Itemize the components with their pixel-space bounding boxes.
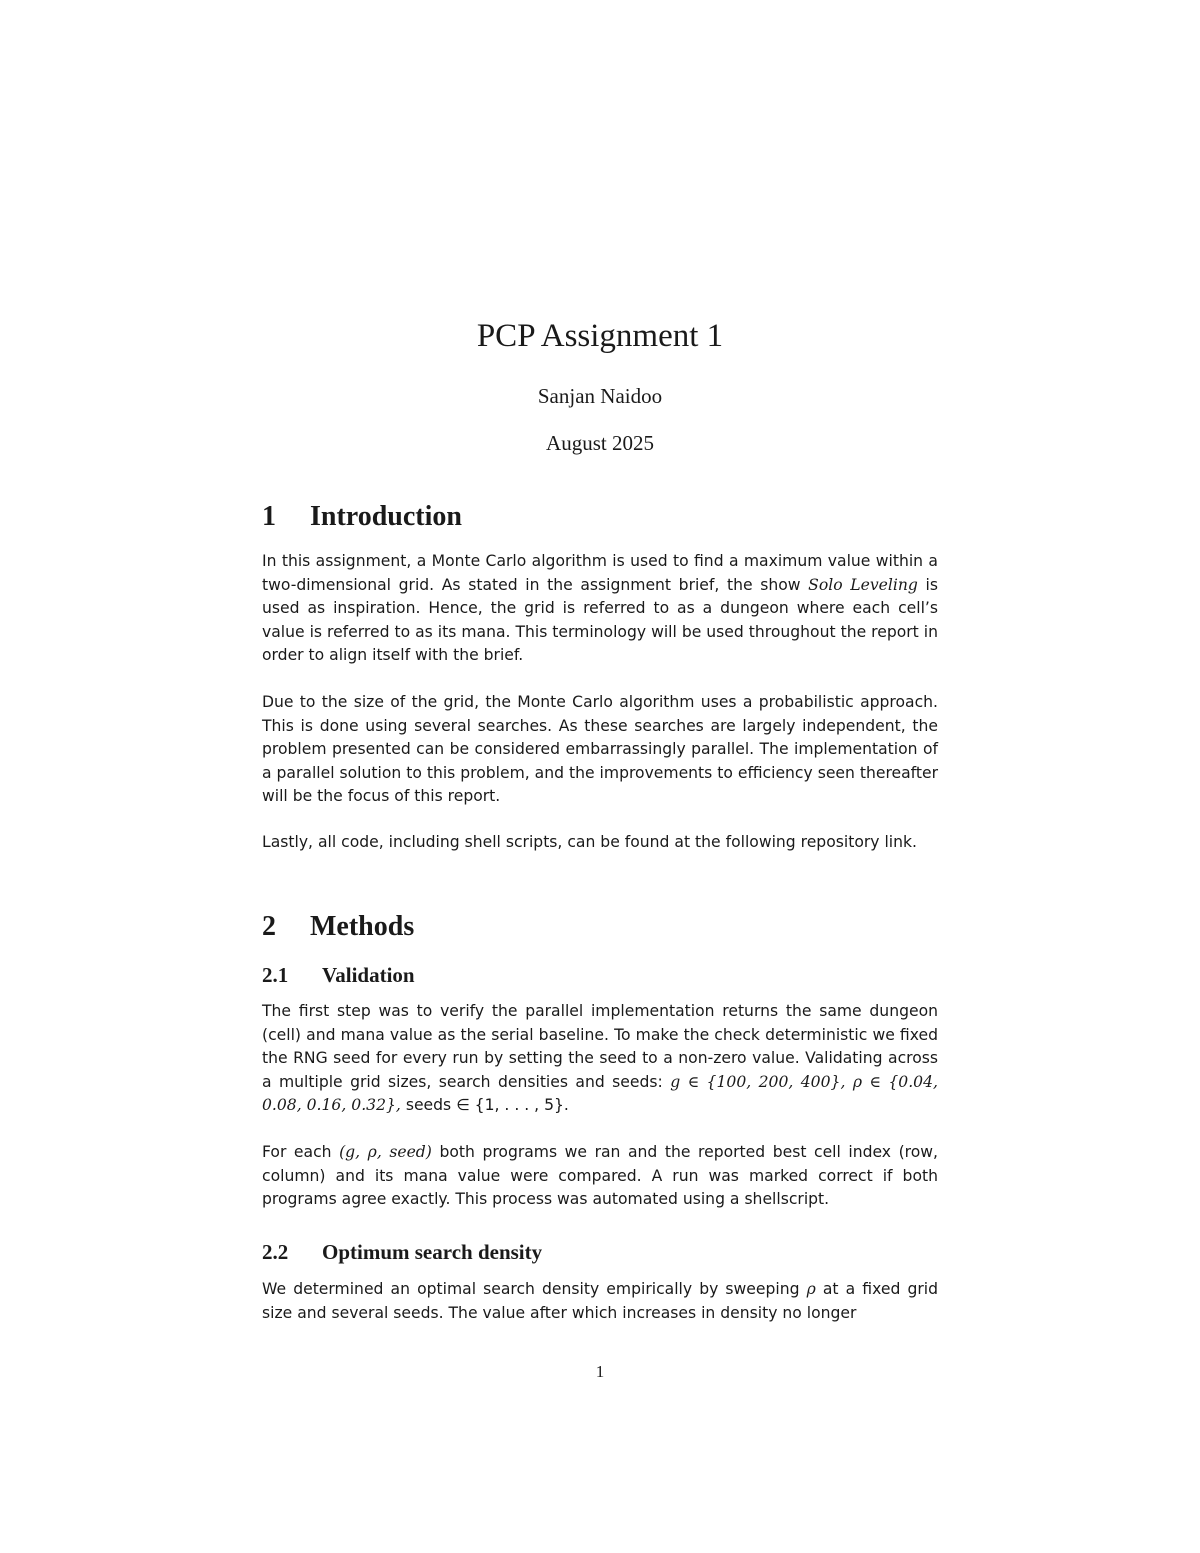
subsection-title: Optimum search density [322,1240,543,1264]
density-paragraph-1 [262,1278,938,1325]
rho-symbol: ρ [806,1280,816,1298]
subsection-number: 2.2 [262,1240,289,1264]
intro-paragraph-1 [262,550,938,668]
section-heading-introduction [262,499,462,535]
section-number: 2 [262,911,276,942]
density-p1-text-b: at a fixed grid size and several seeds. The value after which increases in density no longer [262,1280,938,1322]
intro-p1-text-a: In this assignment, a Monte Carlo algorithm is used to find a maximum value within a two-dimensional grid. As stated in the assignment brief, the show [262,552,938,594]
intro-p1-text-b: is used as inspiration. Hence, the grid is referred to as a dungeon where each cell’s value is referred to as its mana. This terminology will be used throughout the report in order to align itself with the brief. [262,575,938,664]
paper-title: PCP Assignment 1 [476,318,724,354]
show-title: Solo Leveling [808,575,918,594]
validation-p1-text: The first step was to verify the parallel implementation returns the same dungeon (cell) and mana value as the serial baseline. To make the check deterministic we fixed the RNG seed for every run by setting the seed to a non-zero value. Validating across a multiple grid sizes, search densities and seeds: [262,1002,938,1091]
seeds-set: seeds ∈ {1, . . . , 5}. [405,1096,569,1114]
density-p1-text-a: We determined an optimal search density empirically by sweeping [262,1280,807,1298]
validation-p2-text-a: For each [262,1143,340,1161]
section-heading-methods [262,909,414,945]
subsection-heading-density [262,1238,542,1266]
intro-paragraph-3: Lastly, all code, including shell scripts, can be found at the following repository link. [262,833,917,851]
validation-p2-text-b: both programs we ran and the reported best cell index (row, column) and its mana value were compared. A run was marked correct if both programs agree exactly. This process was automated using a shellscript. [262,1143,938,1208]
paper-date: August 2025 [546,431,654,455]
grid-size-set: g ∈ {100, 200, 400}, [670,1072,846,1091]
subsection-title: Validation [322,963,415,987]
author-name: Sanjan Naidoo [537,384,663,408]
validation-paragraph-1 [262,1000,938,1118]
intro-paragraph-2: Due to the size of the grid, the Monte Carlo algorithm uses a probabilistic approach. This is done using several searches. As these searches are largely independent, the problem presented can be considered embarrassingly parallel. The implementation of a parallel solution to this problem, and the improvements to efficiency seen thereafter will be the focus of this report. [262,693,938,805]
section-title: Methods [310,911,415,942]
run-tuple: (g, ρ, seed) [339,1143,432,1161]
section-number: 1 [262,501,276,532]
validation-paragraph-2 [262,1141,938,1212]
density-set: ρ ∈ {0.04, 0.08, 0.16, 0.32}, [262,1072,938,1114]
page-number: 1 [595,1362,605,1381]
subsection-heading-validation [262,961,415,989]
subsection-number: 2.1 [262,963,289,987]
section-title: Introduction [310,501,462,532]
